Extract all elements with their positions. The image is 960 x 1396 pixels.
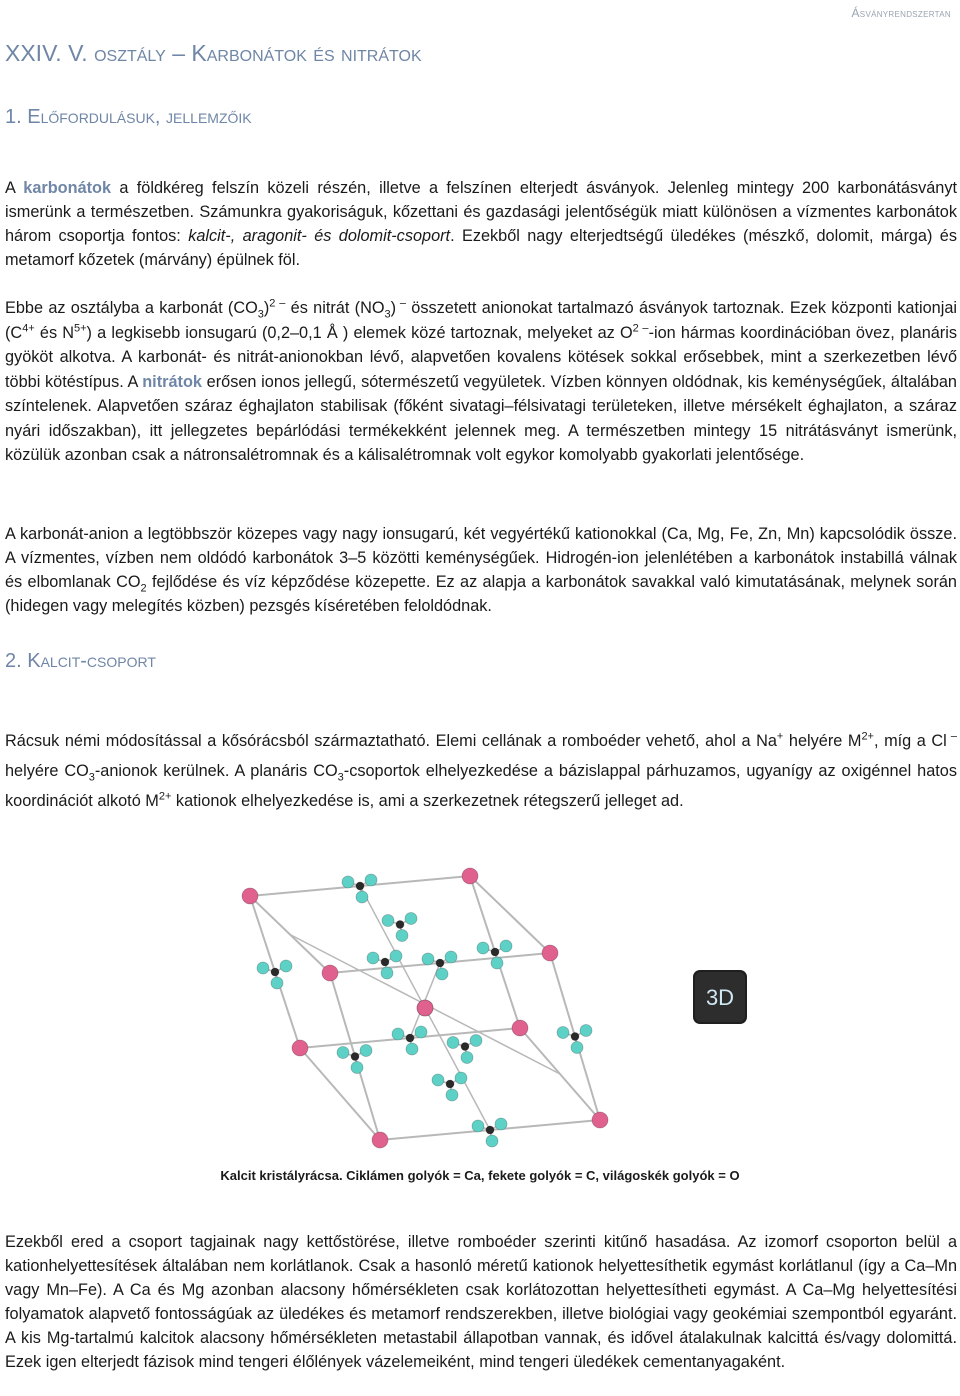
- oxygen-atom: [382, 915, 394, 927]
- oxygen-atom: [360, 1045, 372, 1057]
- section-1-title: 1. Előfordulásuk, jellemzőik: [5, 106, 252, 128]
- carbon-atom: [461, 1043, 469, 1051]
- oxygen-atom: [491, 957, 503, 969]
- oxygen-atom: [422, 953, 434, 965]
- section-1-paragraph-2: Ebbe az osztályba a karbonát $(CO_3)^{2 -}$ és nitrát $(NO_3)$ – összetett anionokat tartalmazó ásványok tartoznak. Ezek központi kationjai ($C^{4+}$ és $N^{5+}$) a legkisebb ionsugarú (0,2–0,1 Å ) elemek közé tartoznak, melyeket az $O^{2 -}$-ion hármas koordinációban övez, planáris gyököt alkotva. A karbonát- és nitrát-anionokban lévő, alapvetően kovalens kötések sokkal erősebbek, mint a szerkezetben lévő többi kötéstípus. A nitrátok erősen ionos jellegű, sótermészetű vegyületek. Vízben könnyen oldódnak, kis keménységűek, általában színtelenek. Alapvetően száraz éghajlaton stabilisak (főként sivatagi–félsivatagi területeken, illetve mérsékelt éghajlaton, a száraz nyári időszakban), itt jellegzetes bepárlódási termékekként jelennek meg. A természetben mintegy 15 nitrátásványt ismerünk, közülük azonban csak a nátronsalétromnak és a kálisalétromnak volt egykor komolyabb gyakorlati jelentősége.: [5, 297, 957, 464]
- carbon-atom: [271, 968, 279, 976]
- carbon-atom: [571, 1033, 579, 1041]
- oxygen-atom: [477, 942, 489, 954]
- oxygen-atom: [396, 930, 408, 942]
- calcium-atom: [512, 1020, 528, 1036]
- carbon-atom: [356, 882, 364, 890]
- carbon-atom: [436, 959, 444, 967]
- lattice-bond: [300, 1048, 380, 1140]
- calcium-atom: [462, 868, 478, 884]
- carbon-atom: [491, 948, 499, 956]
- calcium-atom: [542, 945, 558, 961]
- oxygen-atom: [455, 1072, 467, 1084]
- carbon-atom: [381, 958, 389, 966]
- oxygen-atom: [470, 1035, 482, 1047]
- carbon-atom: [446, 1080, 454, 1088]
- oxygen-atom: [381, 967, 393, 979]
- oxygen-atom: [337, 1047, 349, 1059]
- section-2-paragraph-2: Ezekből ered a csoport tagjainak nagy kettőstörése, illetve romboéder szerinti kitűnő hasadása. Az izomorf csoporton belül a kationhelyettesítések általában nem korlátlanok. Csak a hasonló méretű kationok helyettesíthetik egymást korlátlanul (így a Ca–Mn vagy Mn–Fe). A Ca és Mg azonban alacsony hőmérsékleten csak korlátozottan helyettesítheti egymást. A Ca–Mg helyettesítési folyamatok alapvető fontosságúak az üledékes és metamorf rendszerekben, illetve biológiai vagy geokémiai szempontból egyaránt. A kis Mg-tartalmú kalcitok alacsony hőmérsékleten metastabil állapotban vannak, és idővel átalakulnak kalcittá és/vagy dolomittá. Ezek igen elterjedt fázisok mind tengeri élőlények vázelemeiként, mind tengeri üledékek cementanyagaként.: [5, 1233, 957, 1371]
- oxygen-atom: [571, 1042, 583, 1054]
- oxygen-atom: [461, 1052, 473, 1064]
- section-2-paragraph-1: Rácsuk némi módosítással a kősórácsból származtatható. Elemi cellának a romboéder vehető, ahol a Na+ helyére $M^{2+}$, míg a Cl – helyére $CO_3$-anionok kerülnek. A planáris $CO_3$-csoportok elhelyezkedése a bázislappal párhuzamos, ugyanígy az oxigénnel hatos koordinációt alkotó $M^{2+}$ kationok elhelyezkedése is, ami a szerkezetnek rétegszerű jelleget ad.: [5, 730, 957, 810]
- oxygen-atom: [342, 876, 354, 888]
- oxygen-atom: [392, 1028, 404, 1040]
- oxygen-atom: [432, 1074, 444, 1086]
- oxygen-atom: [446, 1089, 458, 1101]
- calcite-lattice-illustration: [220, 858, 760, 1150]
- oxygen-atom: [405, 913, 417, 925]
- angstrom-symbol: Å: [326, 323, 338, 342]
- carbon-atom: [396, 921, 404, 929]
- oxygen-atom: [447, 1037, 459, 1049]
- section-1-paragraph-3: A karbonát-anion a legtöbbször közepes vagy nagy ionsugarú, két vegyértékű kationokkal (Ca, Mg, Fe, Zn, Mn) kapcsolódik össze. A vízmentes, vízben nem oldódó karbonátok 3–5 közötti keménységűek. Hidrogén-ion jelenlétében a karbonátok instabillá válnak és elbomlanak $CO_2$ fejlődése és víz képződése közepette. Ez az alapja a karbonátok savakkal való kimutatásának, melynek során (hidegen vagy melegítés közben) pezsgés kíséretében feloldódnak.: [5, 525, 957, 615]
- oxygen-atom: [436, 968, 448, 980]
- calcium-atom: [417, 1000, 433, 1016]
- nitratok-link[interactable]: nitrátok: [142, 372, 202, 391]
- section-2-title: 2. Kalcit-csoport: [5, 650, 156, 672]
- calcium-atom: [292, 1040, 308, 1056]
- calcium-atom: [322, 965, 338, 981]
- oxygen-atom: [271, 977, 283, 989]
- calcium-atom: [242, 888, 258, 904]
- oxygen-atom: [367, 952, 379, 964]
- carbon-atom: [406, 1034, 414, 1042]
- oxygen-atom: [351, 1062, 363, 1074]
- 3d-badge-label: 3D: [705, 985, 735, 1010]
- oxygen-atom: [472, 1120, 484, 1132]
- figure-caption: Kalcit kristályrácsa. Ciklámen golyók = Ca, fekete golyók = C, világoskék golyók = O: [220, 1168, 740, 1183]
- 3d-view-button[interactable]: [693, 970, 747, 1024]
- calcium-atom: [592, 1112, 608, 1128]
- oxygen-atom: [406, 1043, 418, 1055]
- oxygen-atom: [557, 1027, 569, 1039]
- oxygen-atom: [257, 962, 269, 974]
- oxygen-atom: [415, 1026, 427, 1038]
- calcium-atom: [372, 1132, 388, 1148]
- oxygen-atom: [390, 950, 402, 962]
- calcite-lattice-figure: [220, 858, 760, 1150]
- running-head: Ásványrendszertan: [851, 6, 951, 20]
- chapter-title: XXIV. V. osztály – Karbonátok és nitrátok: [5, 40, 422, 66]
- oxygen-atom: [356, 891, 368, 903]
- oxygen-atom: [445, 951, 457, 963]
- oxygen-atom: [500, 940, 512, 952]
- oxygen-atom: [280, 960, 292, 972]
- oxygen-atom: [365, 874, 377, 886]
- oxygen-atom: [580, 1025, 592, 1037]
- carbon-atom: [486, 1126, 494, 1134]
- oxygen-atom: [495, 1118, 507, 1130]
- oxygen-atom: [486, 1135, 498, 1147]
- karbonatok-link[interactable]: karbonátok: [23, 179, 112, 197]
- section-1-paragraph-1: A karbonátok a földkéreg felszín közeli részén, illetve a felszínen elterjedt ásványok. Jelenleg mintegy 200 karbonátásványt ismerünk a természetben. Számunkra gyakoriságuk, kőzettani és gazdasági jelentőségük miatt különösen a vízmentes karbonátok három csoportja fontos: kalcit-, aragonit- és dolomit-csoport. Ezekből nagy elterjedtségű üledékes (mészkő, dolomit, márga) és metamorf kőzetek (márvány) épülnek föl.: [5, 179, 957, 269]
- carbon-atom: [351, 1053, 359, 1061]
